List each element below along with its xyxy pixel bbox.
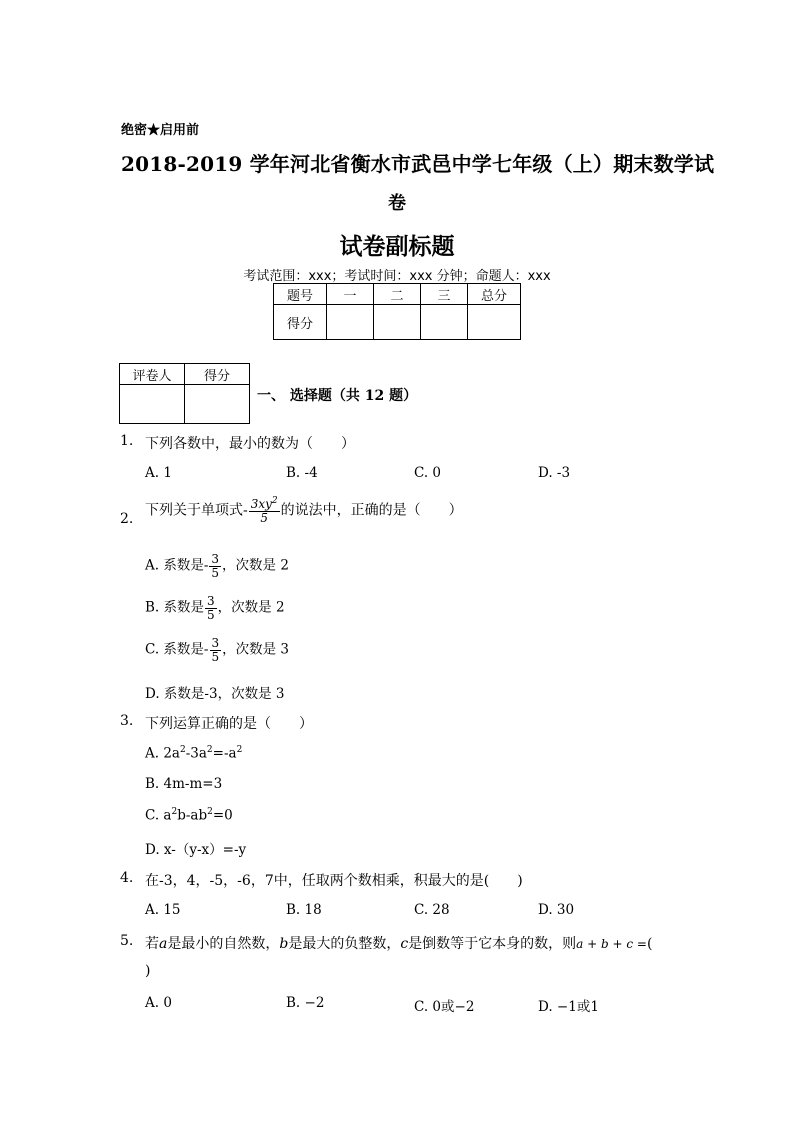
variable-b: b [279,936,289,952]
section-heading: 一、 选择题（共 12 题） [257,388,418,404]
score-header: 一 [327,284,374,305]
question-text [145,497,463,524]
expr-part: =0 [212,807,233,824]
expr-part: =-a [212,745,237,762]
exponent: 2 [171,807,178,817]
exponent: 2 [207,807,213,817]
exponent: 2 [236,745,243,755]
fraction-exponent: 2 [271,496,278,506]
question-text-continued: ) [145,963,151,979]
variable-a: a [159,936,168,952]
confidential-label: 绝密★启用前 [121,123,200,138]
option-d: D. −1或1 [538,999,599,1015]
grader-header: 得分 [185,364,250,385]
text-part: 是最大的负整数， [288,936,401,952]
question-text [145,933,652,953]
question-number: 5. [120,933,134,949]
fraction-numerator: 3 [211,552,220,566]
score-row-label: 得分 [274,305,327,340]
fraction-numerator: 3 [211,636,220,650]
option-a [145,553,289,579]
fraction-denominator: 5 [211,565,220,580]
exam-title-continued: 卷 [388,193,406,214]
option-b [145,595,285,621]
score-cell [468,305,521,340]
expr-part: -3a [185,745,207,762]
coefficient-fraction [209,553,221,579]
option-a: A. 0 [145,995,172,1011]
score-header: 题号 [274,284,327,305]
text-part: 若 [145,936,159,952]
text-part: 是倒数等于它本身的数，则 [408,936,577,952]
exponent: 2 [179,745,186,755]
option-d: D. 30 [538,902,575,918]
option-a: A. 15 [145,902,181,918]
monomial-fraction [249,497,280,524]
option-suffix: ，次数是 2 [222,557,289,574]
question-text: 下列运算正确的是（ ） [145,716,313,732]
question-number: 2. [120,511,134,527]
option-prefix: A. 系数是- [145,557,209,574]
option-d: D. -3 [538,465,571,481]
option-prefix: B. 系数是 [145,599,205,616]
option-c: C. 28 [414,902,450,918]
grader-header: 评卷人 [120,364,185,385]
option-b: B. -4 [286,465,318,481]
fraction-denominator: 5 [207,607,215,622]
option-c [145,807,233,824]
score-table [273,283,521,340]
option-b: B. 4m-m=3 [145,776,223,792]
question-text-after: 的说法中，正确的是（ ） [280,502,463,519]
option-prefix: C. 系数是- [145,641,209,658]
question-number: 1. [120,433,134,449]
option-b: B. 18 [286,902,322,918]
coefficient-fraction [205,595,217,621]
exam-subtitle: 试卷副标题 [339,233,455,260]
fraction-denominator: 5 [260,510,269,525]
grader-cell [120,385,185,424]
grader-cell [185,385,250,424]
text-part: ( [646,936,653,952]
score-header: 三 [421,284,468,305]
score-header: 总分 [468,284,521,305]
fraction-numerator: 3 [207,594,215,608]
sum-expression: a + b + c = [576,937,647,951]
option-a [145,745,242,762]
option-d: D. x-（y-x）=-y [145,842,247,858]
exam-info: 考试范围：xxx；考试时间：xxx 分钟；命题人：xxx [243,269,551,284]
option-a: A. 1 [145,465,172,481]
text-part: 是最小的自然数， [167,936,280,952]
exponent: 2 [206,745,213,755]
score-cell [374,305,421,340]
score-header: 二 [374,284,421,305]
fraction-denominator: 5 [211,649,220,664]
exam-title: 2018-2019 学年河北省衡水市武邑中学七年级（上）期末数学试 [121,152,715,176]
coefficient-fraction [210,637,222,663]
expr-part: A. 2a [145,745,180,762]
option-c: C. 0 [414,465,442,481]
option-c: C. 0或−2 [414,999,475,1015]
question-number: 4. [120,870,134,886]
variable-c: c [400,936,409,952]
option-suffix: ，次数是 2 [217,599,285,616]
score-cell [421,305,468,340]
question-text: 下列各数中，最小的数为（ ） [145,436,355,452]
expr-part: b-ab [177,807,208,824]
option-b: B. −2 [286,995,325,1011]
question-text-before: 下列关于单项式- [145,502,248,519]
option-d: D. 系数是-3，次数是 3 [145,686,285,702]
question-number: 3. [120,713,134,729]
expr-part: C. a [145,807,172,824]
option-c [145,637,289,663]
grader-table [119,363,250,424]
question-text: 在-3，4，-5，-6，7中，任取两个数相乘，积最大的是( ) [145,873,523,889]
score-cell [327,305,374,340]
fraction-numerator: 3xy [250,497,272,511]
option-suffix: ，次数是 3 [222,641,290,658]
